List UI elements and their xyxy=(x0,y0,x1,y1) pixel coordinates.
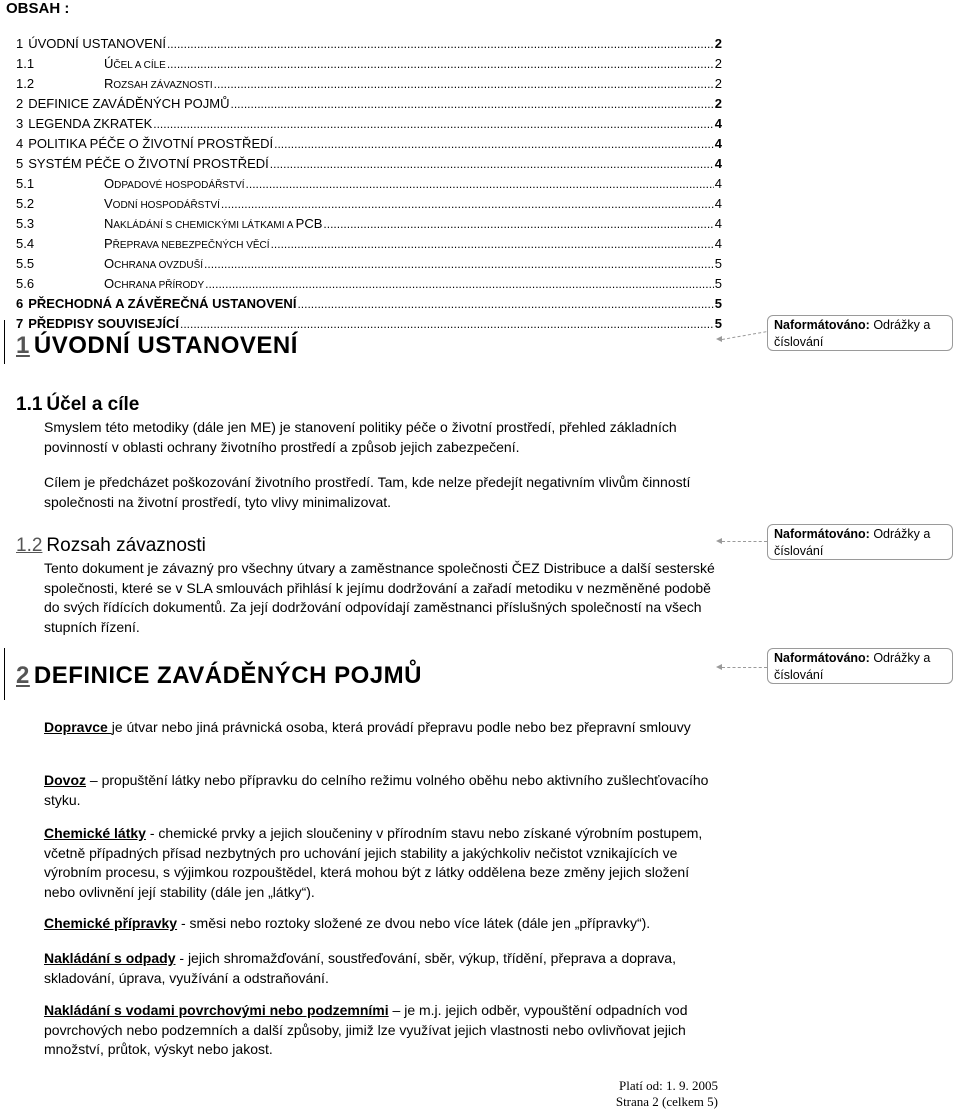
toc-leader xyxy=(205,274,714,294)
toc-entry-page: 4 xyxy=(714,216,722,231)
toc-leader xyxy=(297,294,713,314)
toc-entry-title: OCHRANA PŘÍRODY xyxy=(104,276,205,291)
toc-entry-title: ÚVODNÍ USTANOVENÍ xyxy=(28,36,166,51)
toc-entry-number: 1 xyxy=(16,36,24,51)
toc-entry-page: 5 xyxy=(714,296,722,311)
change-bar xyxy=(4,648,5,700)
toc-entry[interactable] xyxy=(16,174,722,194)
definition-term: Nakládání s odpady xyxy=(44,950,176,966)
section-heading-2 xyxy=(16,662,422,690)
format-comment[interactable] xyxy=(767,524,953,560)
toc-leader xyxy=(214,74,714,94)
definition-term: Dopravce xyxy=(44,719,112,735)
toc-leader xyxy=(153,114,714,134)
toc-entry[interactable] xyxy=(16,74,722,94)
section-heading-1-2 xyxy=(16,535,206,557)
footer-valid-from: Platí od: 1. 9. 2005 xyxy=(619,1078,718,1093)
toc-entry-title: VODNÍ HOSPODÁŘSTVÍ xyxy=(104,196,220,211)
toc-entry-number: 5.5 xyxy=(16,256,35,271)
definition: Chemické přípravky - směsi nebo roztoky složené ze dvou nebo více látek (dále jen „přípravky“). xyxy=(44,915,651,931)
toc-entry-page: 2 xyxy=(714,56,722,71)
toc-entry-page: 4 xyxy=(714,116,722,131)
definition-term: Chemické přípravky xyxy=(44,915,178,931)
toc-leader xyxy=(271,234,714,254)
comment-label: Naformátováno: xyxy=(774,527,870,541)
toc-leader xyxy=(246,174,714,194)
comment-text: Odrážky a číslování xyxy=(774,318,931,349)
format-comment[interactable] xyxy=(767,648,953,684)
toc-entry-number: 3 xyxy=(16,116,24,131)
definition-text: propuštění látky nebo přípravku do celního režimu volného oběhu nebo aktivního zušlechťovacího styku. xyxy=(44,772,709,808)
toc-entry-title: ROZSAH ZÁVAZNOSTI xyxy=(104,76,213,91)
toc-entry-number: 6 xyxy=(16,296,24,311)
definition: Chemické látky - chemické prvky a jejich sloučeniny v přírodním stavu nebo získané výrobním postupem, včetně případných přísad nezbytných pro uchování jejich stability a jakýchkoliv nečistot vznikajících ve výrobním procesu, s výjimkou rozpouštědel, která mohou být z látky oddělena beze změny jejich složení nebo ovlivnění její stability (dále jen „látky“). xyxy=(44,825,703,900)
toc-leader xyxy=(270,154,714,174)
heading-title: Rozsah závaznosti xyxy=(46,535,206,556)
toc-entry[interactable] xyxy=(16,154,722,174)
definition: Nakládání s vodami povrchovými nebo podzemními – je m.j. jejich odběr, vypouštění odpadních vod povrchových nebo podzemních a další způsoby, jimiž lze využívat jejich vlastnosti nebo ovlivňovat jejich množství, průtok, výskyt nebo jakost. xyxy=(44,1002,688,1057)
toc-entry[interactable] xyxy=(16,294,722,314)
definition: Dovoz – propuštění látky nebo přípravku do celního režimu volného oběhu nebo aktivního zušlechťovacího styku. xyxy=(44,772,709,808)
section-heading-1-1 xyxy=(16,394,139,416)
comment-label: Naformátováno: xyxy=(774,651,870,665)
toc-entry-page: 4 xyxy=(714,196,722,211)
definition xyxy=(44,718,724,738)
toc-entry-title: PŘEPRAVA NEBEZPEČNÝCH VĚCÍ xyxy=(104,236,270,251)
toc-entry-page: 5 xyxy=(714,316,722,331)
page-footer xyxy=(616,1078,718,1110)
toc-entry-number: 5.6 xyxy=(16,276,35,291)
toc-leader xyxy=(274,134,714,154)
toc-entry[interactable] xyxy=(16,314,722,334)
toc-entry-page: 2 xyxy=(714,36,722,51)
toc-leader xyxy=(204,254,714,274)
toc-entry[interactable] xyxy=(16,54,722,74)
paragraph: Cílem je předcházet poškozování životního prostředí. Tam, kde nelze předejít negativním vlivům činností společnosti na životní prostředí, tyto vlivy minimalizovat. xyxy=(44,474,691,510)
toc-leader xyxy=(323,214,713,234)
definition: Nakládání s odpady - jejich shromažďování, soustřeďování, sběr, výkup, třídění, přeprava a doprava, skladování, úprava, využívání a odstraňování. xyxy=(44,950,676,986)
toc-leader xyxy=(167,54,714,74)
toc-entry[interactable] xyxy=(16,214,722,234)
toc-entry-title: ODPADOVÉ HOSPODÁŘSTVÍ xyxy=(104,176,245,191)
toc-entry-page: 4 xyxy=(714,176,722,191)
heading-number: 1.2 xyxy=(16,535,43,556)
heading-number: 2 xyxy=(16,662,30,689)
toc-entry-number: 5.4 xyxy=(16,236,35,251)
toc-entry[interactable] xyxy=(16,94,722,114)
toc-leader xyxy=(167,34,714,54)
paragraph: Smyslem této metodiky (dále jen ME) je stanovení politiky péče o životní prostředí, přehled základních povinností v oblasti ochrany životního prostředí a způsob jejich zabezpečení. xyxy=(44,419,677,455)
toc-entry[interactable] xyxy=(16,114,722,134)
toc-leader xyxy=(180,314,714,334)
comment-text: Odrážky a číslování xyxy=(774,527,931,558)
toc-entry-page: 4 xyxy=(714,236,722,251)
comment-label: Naformátováno: xyxy=(774,318,870,332)
comment-connector xyxy=(722,331,766,340)
toc-entry-title: ÚČEL A CÍLE xyxy=(104,56,166,71)
paragraph: Tento dokument je závazný pro všechny útvary a zaměstnance společnosti ČEZ Distribuce a další sesterské společnosti, které se v SLA smlouvách přihlásí k jejímu dodržování a zařadí metodiku v nezměněné podobě do svých řídících dokumentů. Za její dodržování odpovídají zaměstnanci příslušných společností na všech stupních řízení. xyxy=(44,560,715,635)
definition-text: jejich shromažďování, soustřeďování, sběr, výkup, třídění, přeprava a doprava, skladování, úprava, využívání a odstraňování. xyxy=(44,950,676,986)
toc-entry[interactable] xyxy=(16,194,722,214)
comment-connector xyxy=(722,541,767,542)
toc-entry[interactable] xyxy=(16,234,722,254)
heading-title: ÚVODNÍ USTANOVENÍ xyxy=(33,332,298,359)
table-of-contents xyxy=(16,34,722,334)
toc-entry-page: 4 xyxy=(714,136,722,151)
change-bar xyxy=(4,320,5,364)
toc-entry-page: 4 xyxy=(714,156,722,171)
toc-entry[interactable] xyxy=(16,134,722,154)
toc-entry-number: 1.1 xyxy=(16,56,35,71)
format-comment[interactable] xyxy=(767,315,953,351)
toc-entry-title: SYSTÉM PÉČE O ŽIVOTNÍ PROSTŘEDÍ xyxy=(28,156,269,171)
footer-page-info: Strana 2 (celkem 5) xyxy=(615,1094,718,1109)
toc-entry[interactable] xyxy=(16,254,722,274)
toc-entry-page: 2 xyxy=(714,96,722,111)
comment-text: Odrážky a číslování xyxy=(774,651,931,682)
toc-entry-page: 2 xyxy=(714,76,722,91)
toc-entry[interactable] xyxy=(16,274,722,294)
toc-entry-number: 7 xyxy=(16,316,24,331)
toc-entry-number: 2 xyxy=(16,96,24,111)
toc-entry-title: POLITIKA PÉČE O ŽIVOTNÍ PROSTŘEDÍ xyxy=(28,136,274,151)
heading-number: 1 xyxy=(16,332,30,359)
toc-entry-title: DEFINICE ZAVÁDĚNÝCH POJMŮ xyxy=(28,96,230,111)
toc-entry-title: PŘECHODNÁ A ZÁVĚREČNÁ USTANOVENÍ xyxy=(28,296,297,311)
toc-entry-number: 5.2 xyxy=(16,196,35,211)
toc-entry-number: 1.2 xyxy=(16,76,35,91)
heading-title: DEFINICE ZAVÁDĚNÝCH POJMŮ xyxy=(33,662,422,689)
toc-leader xyxy=(231,94,714,114)
definition-text: směsi nebo roztoky složené ze dvou nebo více látek (dále jen „přípravky“). xyxy=(189,915,651,931)
definition-text: je m.j. jejich odběr, vypouštění odpadních vod povrchových nebo podzemních a další způsoby, jimiž lze využívat jejich vlastnosti nebo ovlivňovat jejich množství, průtok, výskyt nebo jakost. xyxy=(44,1002,688,1057)
section-heading-1 xyxy=(16,332,298,360)
toc-entry-title: NAKLÁDÁNÍ S CHEMICKÝMI LÁTKAMI A PCB xyxy=(104,216,323,231)
definition-term: Chemické látky xyxy=(44,825,146,841)
toc-entry-title: PŘEDPISY SOUVISEJÍCÍ xyxy=(28,316,179,331)
definition-text: chemické prvky a jejich sloučeniny v přírodním stavu nebo získané výrobním postupem, včetně případných přísad nezbytných pro uchování jejich stability a jakýchkoliv nečistot vznikajících ve výrobním procesu, s výjimkou rozpouštědel, která mohou být z látky oddělena beze změny jejich složení nebo ovlivnění její stability (dále jen „látky“). xyxy=(44,825,703,900)
toc-entry-number: 5.3 xyxy=(16,216,35,231)
heading-number: 1.1 xyxy=(16,394,43,415)
toc-entry-number: 5 xyxy=(16,156,24,171)
toc-heading: OBSAH : xyxy=(6,0,70,17)
toc-entry-title: LEGENDA ZKRATEK xyxy=(28,116,153,131)
toc-entry-number: 5.1 xyxy=(16,176,35,191)
toc-leader xyxy=(221,194,714,214)
toc-entry-number: 4 xyxy=(16,136,24,151)
toc-entry-page: 5 xyxy=(714,276,722,291)
definition-term: Dovoz xyxy=(44,772,86,788)
comment-connector xyxy=(722,667,767,668)
heading-title: Účel a cíle xyxy=(46,394,140,415)
toc-entry-page: 5 xyxy=(714,256,722,271)
definition-term: Nakládání s vodami povrchovými nebo podzemními xyxy=(44,1002,389,1018)
definition-text: je útvar nebo jiná právnická osoba, která provádí přepravu podle nebo bez přepravní smlouvy xyxy=(111,719,691,735)
toc-entry-title: OCHRANA OVZDUŠÍ xyxy=(104,256,204,271)
toc-entry[interactable] xyxy=(16,34,722,54)
